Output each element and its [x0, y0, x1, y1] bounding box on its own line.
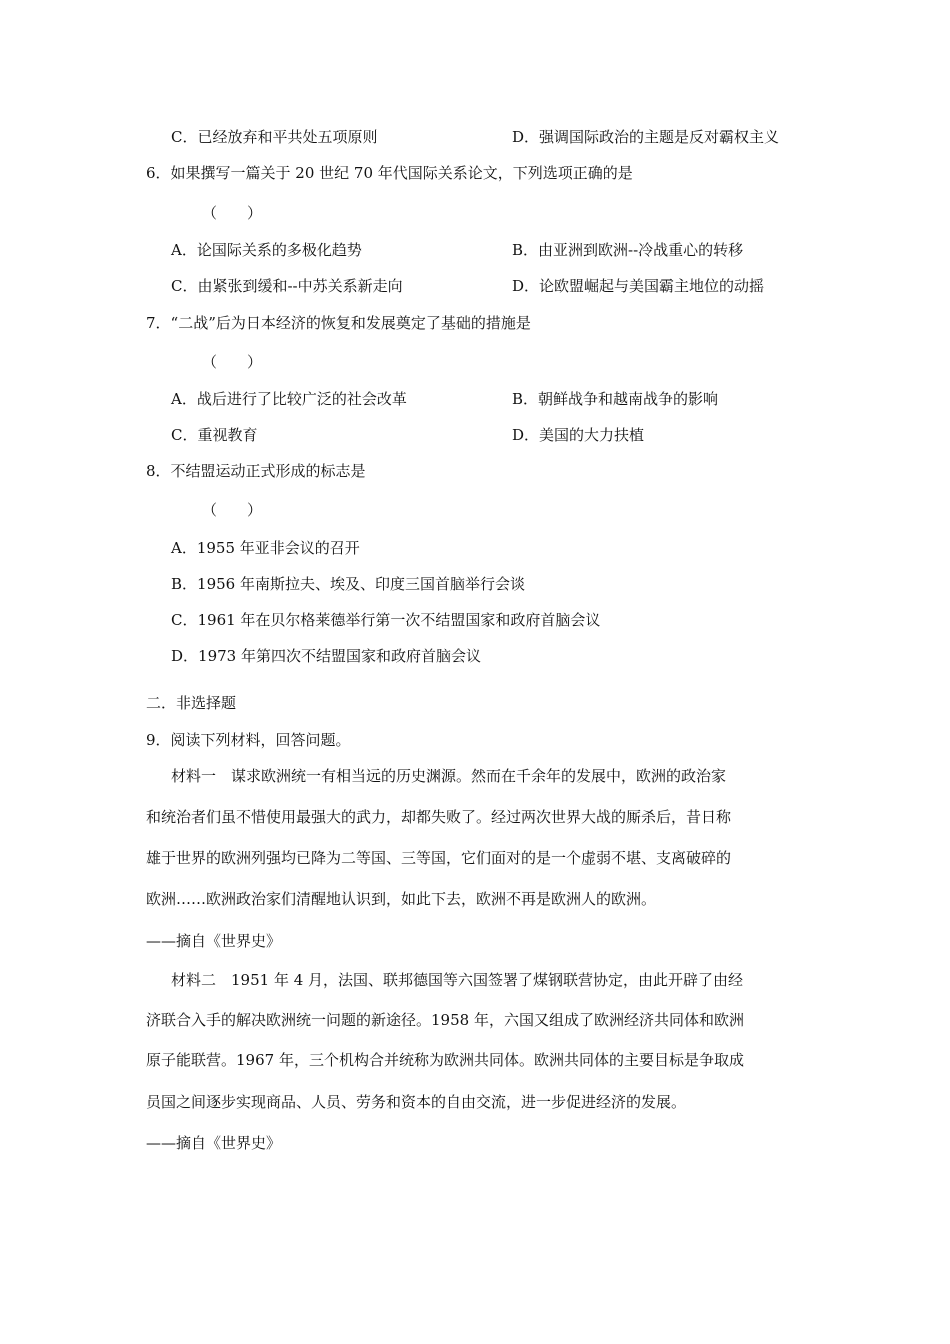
q6-answer-paren: （ ）	[202, 204, 263, 222]
material-2-line-3: 原子能联营。1967 年，三个机构合并统称为欧洲共同体。欧洲共同体的主要目标是争取成	[146, 1051, 744, 1069]
material-1-line-2: 和统治者们虽不惜使用最强大的武力，却都失败了。经过两次世界大战的厮杀后，昔日称	[146, 808, 732, 826]
q8-option-c: C．1961 年在贝尔格莱德举行第一次不结盟国家和政府首脑会议	[171, 611, 601, 629]
q6-option-c: C．由紧张到缓和--中苏关系新走向	[171, 277, 403, 295]
q5-option-d: D．强调国际政治的主题是反对霸权主义	[512, 128, 780, 146]
q7-option-d: D．美国的大力扶植	[512, 426, 645, 444]
q8-option-d: D．1973 年第四次不结盟国家和政府首脑会议	[171, 647, 481, 665]
q8-option-b: B．1956 年南斯拉夫、埃及、印度三国首脑举行会谈	[171, 575, 525, 593]
material-1-line-1: 材料一 谋求欧洲统一有相当远的历史渊源。然而在千余年的发展中，欧洲的政治家	[171, 767, 727, 785]
material-1-line-4: 欧洲……欧洲政治家们清醒地认识到，如此下去，欧洲不再是欧洲人的欧洲。	[146, 890, 657, 908]
q6-option-a: A．论国际关系的多极化趋势	[171, 241, 362, 259]
q7-option-b: B．朝鲜战争和越南战争的影响	[512, 390, 719, 408]
material-1-line-3: 雄于世界的欧洲列强均已降为二等国、三等国，它们面对的是一个虚弱不堪、支离破碎的	[146, 849, 732, 867]
material-1-source: ——摘自《世界史》	[146, 932, 282, 950]
material-2-line-1: 材料二 1951 年 4 月，法国、联邦德国等六国签署了煤钢联营协定，由此开辟了由经	[171, 971, 744, 989]
q8-stem: 8．不结盟运动正式形成的标志是	[146, 462, 366, 480]
q7-option-c: C．重视教育	[171, 426, 258, 444]
q7-stem: 7．“二战”后为日本经济的恢复和发展奠定了基础的措施是	[146, 314, 531, 332]
q8-answer-paren: （ ）	[202, 501, 263, 519]
q6-option-b: B．由亚洲到欧洲--冷战重心的转移	[512, 241, 744, 259]
q6-stem: 6．如果撰写一篇关于 20 世纪 70 年代国际关系论文，下列选项正确的是	[146, 164, 633, 182]
section-title: 二．非选择题	[146, 694, 237, 712]
q8-option-a: A．1955 年亚非会议的召开	[171, 539, 360, 557]
material-2-source: ——摘自《世界史》	[146, 1134, 282, 1152]
q5-option-c: C．已经放弃和平共处五项原则	[171, 128, 378, 146]
material-2-line-2: 济联合入手的解决欧洲统一问题的新途径。1958 年，六国又组成了欧洲经济共同体和欧洲	[146, 1011, 744, 1029]
q7-option-a: A．战后进行了比较广泛的社会改革	[171, 390, 407, 408]
q9-stem: 9．阅读下列材料，回答问题。	[146, 731, 351, 749]
material-2-line-4: 员国之间逐步实现商品、人员、劳务和资本的自由交流，进一步促进经济的发展。	[146, 1093, 687, 1111]
q6-option-d: D．论欧盟崛起与美国霸主地位的动摇	[512, 277, 765, 295]
q7-answer-paren: （ ）	[202, 353, 263, 371]
